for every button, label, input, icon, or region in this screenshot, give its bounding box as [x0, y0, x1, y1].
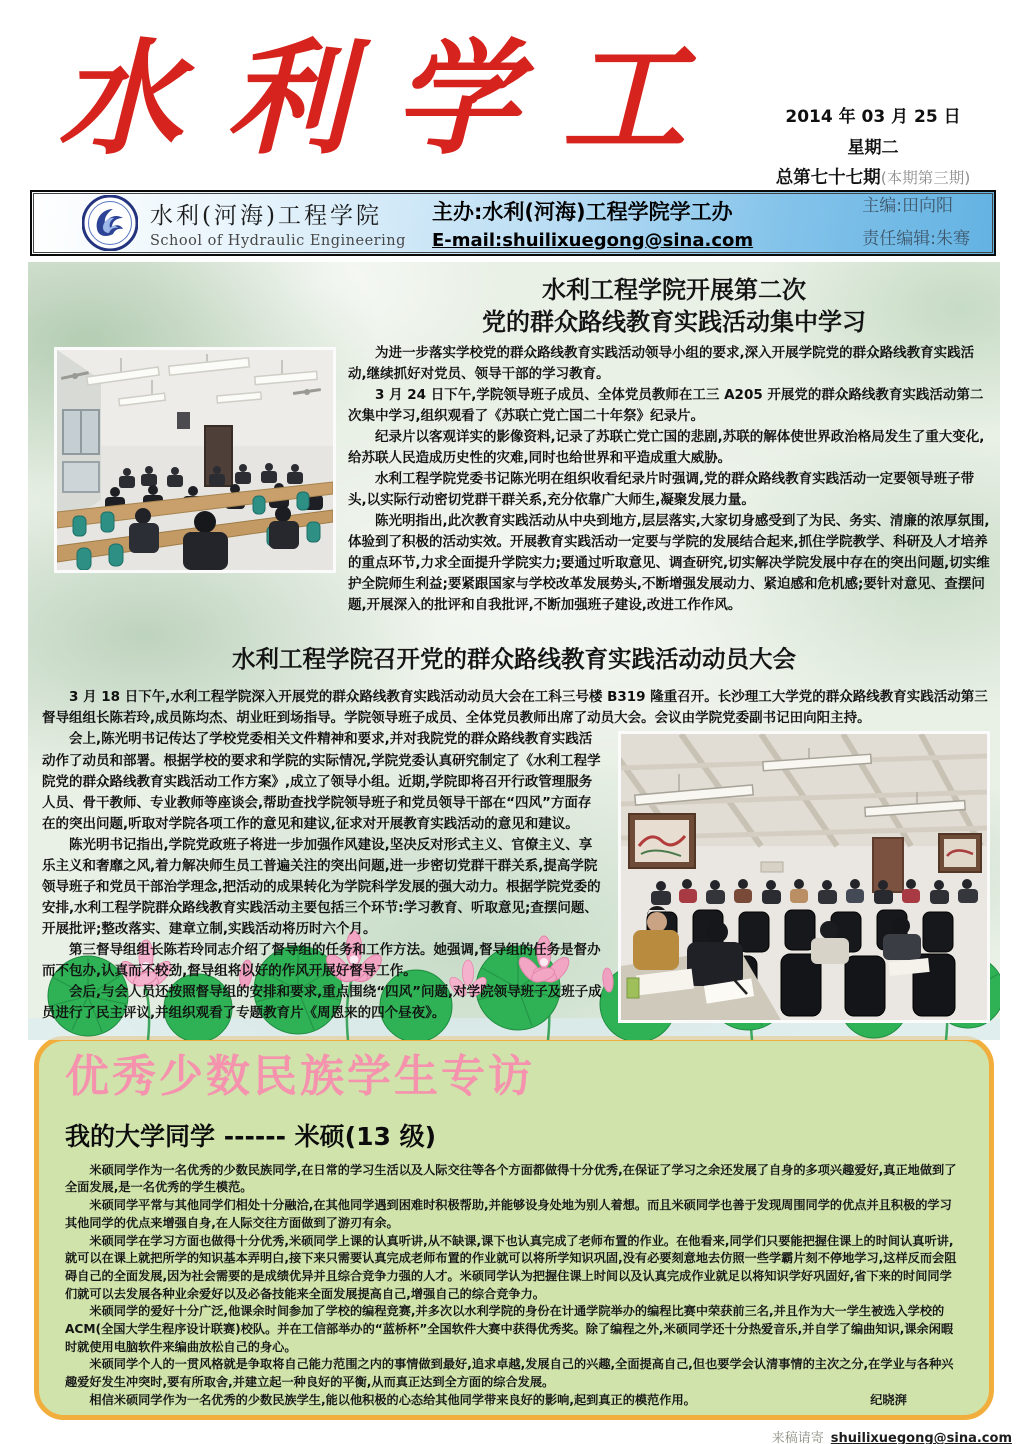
issue-date: 2014 年 03 月 25 日 — [785, 107, 961, 127]
editors-block — [862, 190, 970, 256]
school-logo-icon — [82, 195, 138, 251]
article2-paragraph: 3 月 18 日下午,水利工程学院深入开展党的群众路线教育实践活动动员大会在工科三号楼 B319 隆重召开。长沙理工大学党的群众路线教育实践活动第三督导组组长陈若玲,成员陈均杰、胡业旺到场指导。学院领导班子成员、全体党员教师出席了动员大会。会议由学院党委副书记田向阳主持。 — [42, 689, 988, 727]
article1-paragraph: 水利工程学院党委书记陈光明在组织收看纪录片时强调,党的群众路线教育实践活动一定要领导班子带头,以实际行动密切党群干群关系,充分依靠广大师生,凝聚发展力量。 — [348, 471, 975, 509]
feature-body — [65, 1162, 963, 1410]
feature-headline: 我的大学同学 ------ 米硕(13 级) — [65, 1121, 437, 1151]
article1-body — [348, 343, 992, 617]
feature-paragraph: 米硕同学作为一名优秀的少数民族同学,在日常的学习生活以及人际交往等各个方面都做得十分优秀,在保证了学习之余还发展了自身的多项兴趣爱好,真正地做到了全面发展,是一名优秀的学生模范。 — [65, 1162, 957, 1195]
article2-paragraph: 会后,与会人员还按照督导组的安排和要求,重点围绕“四风”问题,对学院领导班子及班子成员进行了民主评议,并组织观看了专题教育片《周恩来的四个昼夜》。 — [42, 984, 602, 1022]
organizer-line: 主办:水利(河海)工程学院学工办 — [432, 199, 733, 224]
feature-paragraph: 米硕同学的爱好十分广泛,他课余时间参加了学校的编程竞赛,并多次以水利学院的身份在计通学院举办的编程比赛中荣获前三名,并且作为大一学生被选入学校的 ACM(全国大学生程序设计联赛)校队。并在工信部举办的“蓝桥杯”全国软件大赛中获得优秀奖。除了编程之外,米硕同学还十分热爱音乐,并自学了编曲知识,课余闲暇时就使用电脑软件来编曲放松自己的身心。 — [65, 1304, 954, 1354]
school-name-block — [150, 197, 418, 249]
weekday: 星期二 — [847, 137, 899, 158]
article1-photo — [54, 347, 336, 573]
article2-photo — [618, 731, 990, 1023]
article1-content — [28, 343, 1000, 617]
feature-paragraph: 相信米硕同学作为一名优秀的少数民族学生,能以他积极的心态给其他同学带来良好的影响,起到真正的模范作用。 纪晓湃 — [65, 1392, 963, 1410]
date-block — [744, 102, 1002, 195]
paper-title: 水利学工 — [58, 27, 731, 172]
article2-title: 水利工程学院召开党的群众路线教育实践活动动员大会 — [232, 645, 796, 674]
article2-paragraph: 陈光明书记指出,学院党政班子将进一步加强作风建设,坚决反对形式主义、官僚主义、享乐主义和奢靡之风,着力解决师生员工普遍关注的突出问题,进一步密切党群干群关系,提高学院领导班子和党员干部治学理念,把活动的成果转化为学院科学发展的强大动力。根据学院党委的安排,水利工程学院群众路线教育实践活动主要包括三个环节:学习教育、听取意见;查摆问题、开展批评;整改落实、建章立制,实践活动将历时六个月。 — [42, 836, 601, 937]
school-name-en: School of Hydraulic Engineering — [150, 233, 406, 249]
banner-email-link[interactable]: E-mail:shuilixuegong@sina.com — [432, 229, 754, 251]
feature-paragraph: 米硕同学在学习方面也做得十分优秀,米硕同学上课的认真听讲,从不缺课,课下也认真完成了老师布置的作业。在他看来,同学们只要能把握住课上的时间认真听讲,就可以在课上就把所学的知识基本弄明白,接下来只需要认真完成老师布置的作业就可以将所学知识巩固,没有必要刻意地去仿照一些学霸片刻不停地学习,这样反而会阻碍自己的全面发展,因为社会需要的是成绩优异并且综合竞争力强的人才。米硕同学认为把握住课上时间以及认真完成作业就足以将知识学好巩固好,省下来的时间同学们就可以去发展各种业余爱好以及必备技能来全面发展提高自己,增强自己的综合竞争力。 — [65, 1233, 957, 1301]
article2-paragraph: 会上,陈光明书记传达了学校党委相关文件精神和要求,并对我院党的群众路线教育实践活动作了动员和部署。根据学校的要求和学院的实际情况,学院党委认真研究制定了《水利工程学院党的群众路线教育实践活动工作方案》,成立了领导小组。近期,学院即将召开行政管理服务人员、骨干教师、专业教师等座谈会,帮助查找学院领导班子和党员领导干部在“四风”方面存在的突出问题,听取对学院各项工作的意见和建议,征求对开展教育实践活动的意见和建议。 — [42, 731, 601, 832]
feature-paragraph: 米硕同学平常与其他同学们相处十分融洽,在其他同学遇到困难时积极帮助,并能够设身处地为别人着想。而且米硕同学也善于发现周围同学的优点并且积极的学习其他同学的优点来增强自身,在人际交往方面做到了游刃有余。 — [65, 1198, 952, 1230]
banner-center — [432, 196, 804, 251]
duty-editor: 责任编辑:朱骞 — [862, 229, 970, 249]
issue-number: 总第七十七期 — [775, 168, 881, 189]
feature-paragraph: 米硕同学个人的一贯风格就是争取将自己能力范围之内的事情做到最好,追求卓越,发展自己的兴趣,全面提高自己,但也要学会认清事情的主次之分,在学业与各种兴趣爱好发生冲突时,要有所取舍,并建立起一种良好的平衡,从而真正达到全方面的综合发展。 — [65, 1357, 954, 1390]
article1-title: 水利工程学院开展第二次 党的群众路线教育实践活动集中学习 — [482, 276, 866, 337]
article1-paragraph: 为进一步落实学校党的群众路线教育实践活动领导小组的要求,深入开展学院党的群众路线教育实践活动,继续抓好对党员、领导干部的学习教育。 — [348, 344, 975, 382]
article2-paragraph: 第三督导组组长陈若玲同志介绍了督导组的任务和工作方法。她强调,督导组的任务是督办而不包办,认真而不较劲,督导组将以好的作风开展好督导工作。 — [42, 941, 601, 979]
article1-paragraph: 陈光明指出,此次教育实践活动从中央到地方,层层落实,大家切身感受到了为民、务实、清廉的浓厚氛围,体验到了积极的活动实效。开展教育实践活动一定要与学院的发展结合起来,抓住学院教学、科研及人才培养的重点环节,力求全面提升学院实力;要通过听取意见、调查研究,切实解决学院发展中存在的突出问题,切实维护全院师生利益;要紧跟国家与学校改革发展势头,不断增强发展动力、紧迫感和危机感;要针对意见、查摆问题,开展深入的批评和自我批评,不断加强班子建设,改进工作作风。 — [348, 513, 990, 614]
footer-email-link[interactable]: shuilixuegong@sina.com — [830, 1431, 1012, 1444]
chief-editor: 主编:田向阳 — [862, 195, 953, 216]
articles-section — [28, 262, 1000, 1040]
feature-section-title: 优秀少数民族学生专访 — [65, 1051, 535, 1102]
school-name-cn: 水利(河海)工程学院 — [150, 203, 382, 229]
page-footer — [772, 1427, 1012, 1444]
author-signature: 纪晓湃 — [870, 1392, 907, 1407]
article1-paragraph: 纪录片以客观详实的影像资料,记录了苏联亡党亡国的悲剧,苏联的解体使世界政治格局发生了重大变化,给苏联人民造成历史性的灾难,同时也给世界和平造成重大威胁。 — [348, 428, 985, 467]
masthead-banner — [30, 190, 996, 256]
article2-body — [42, 687, 990, 1024]
issue-note: (本期第三期) — [880, 169, 971, 188]
article1-paragraph: 3 月 24 日下午,学院领导班子成员、全体党员教师在工三 A205 开展党的群众路线教育实践活动第二次集中学习,组织观看了《苏联亡党亡国二十年祭》纪录片。 — [348, 386, 984, 424]
footer-label: 来稿请寄 — [771, 1431, 824, 1444]
feature-section — [34, 1036, 994, 1420]
